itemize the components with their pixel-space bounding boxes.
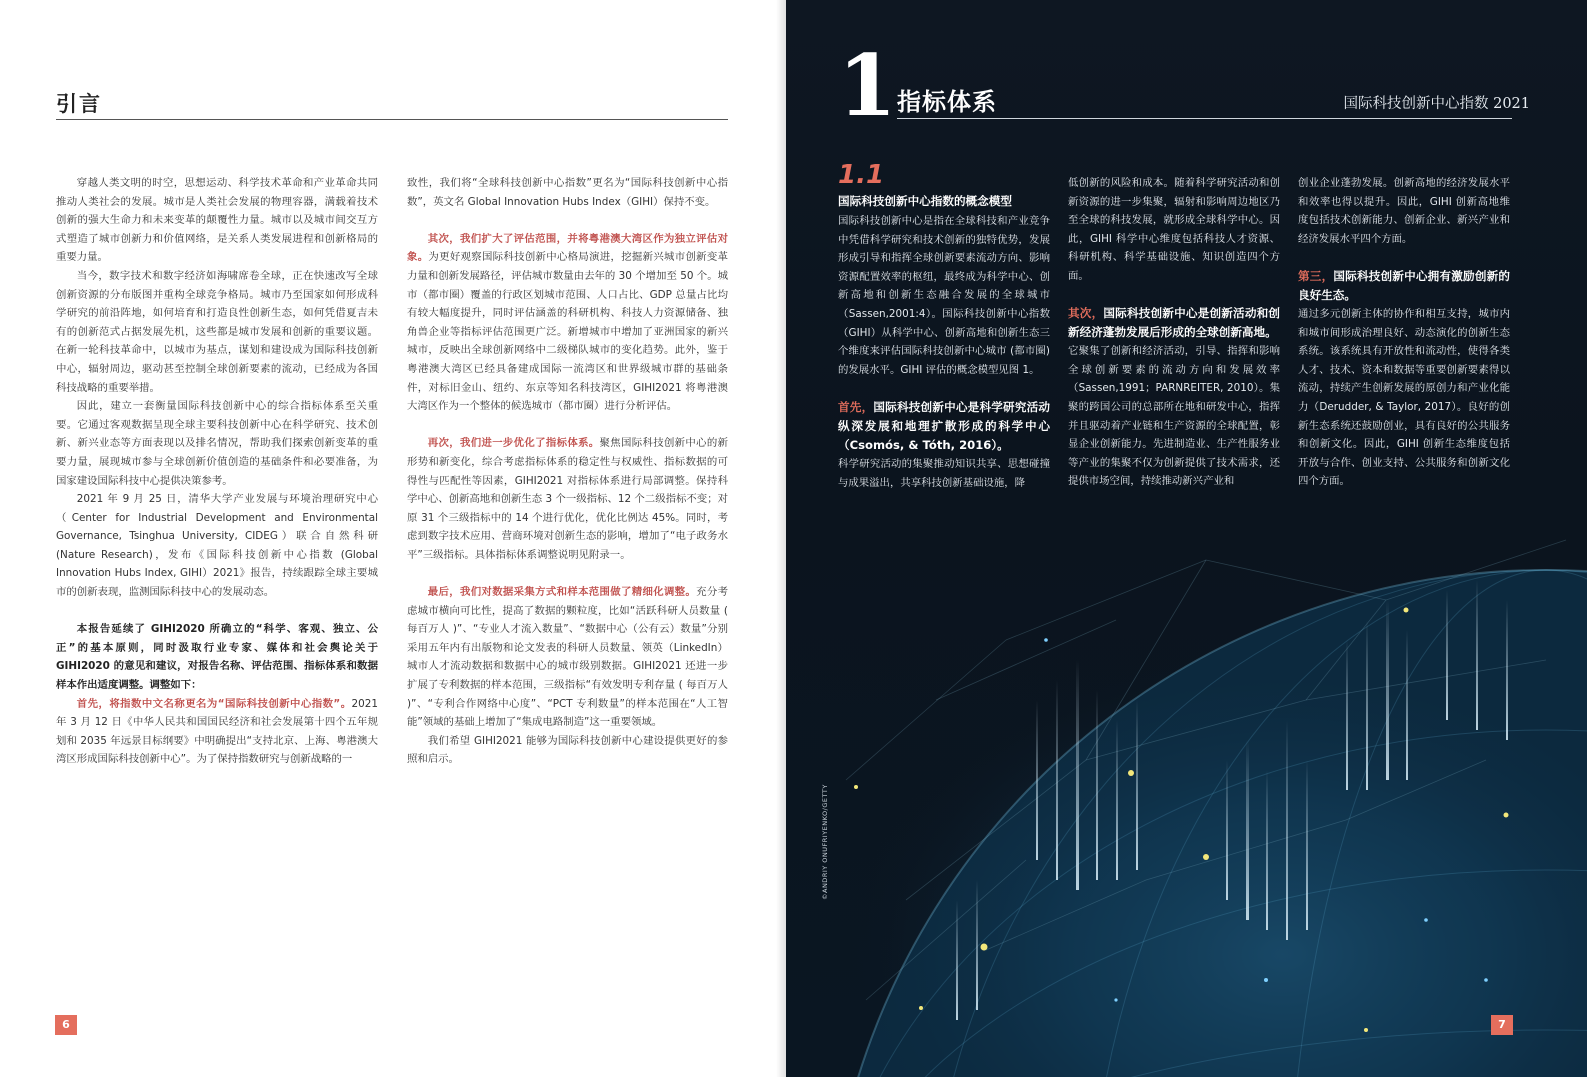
chapter-number: 1	[838, 36, 897, 135]
paragraph	[407, 583, 728, 732]
left-page	[0, 0, 793, 1077]
lead-text: 最后，我们对数据采集方式和样本范围做了精细化调整。	[427, 586, 697, 599]
header-divider	[897, 118, 1512, 119]
paragraph	[56, 695, 378, 769]
right-column-3	[1298, 174, 1510, 491]
paragraph: 2021 年 9 月 25 日，清华大学产业发展与环境治理研究中心（Center for Industrial Development and Environmental Governance, Tsinghua University, CIDEG）联合自然科研 (Nature Research)，发布《国际科技创新中心指数 (Global Innovation Hubs Index, GIHI）2021》报告，持续跟踪全球主要城市的创新表现，监测国际科技中心的发展动态。	[56, 493, 378, 599]
paragraph: 因此，建立一套衡量国际科技创新中心的综合指标体系至关重要。它通过客观数据呈现全球主要科技创新中心在科学研究、技术创新、新兴业态等方面表现以及排名情况，帮助我们探索创新变革的重要力量，展现城市参与全球创新价值创造的基础条件和必要准备，为国家建设国际科技中心提供决策参考。	[56, 400, 378, 487]
paragraph: 创业企业蓬勃发展。创新高地的经济发展水平和效率也得以提升。因此，GIHI 创新高地维度包括技术创新能力、创新企业、新兴产业和经济发展水平四个方面。	[1298, 177, 1510, 245]
right-column-1	[838, 192, 1050, 492]
body-text: 聚焦国际科技创新中心的新形势和新变化，综合考虑指标体系的稳定性与权威性、指标数据的可得性与匹配性等因素，GIHI2021 对指标体系进行局部调整。保持科学中心、创新高地和创新生态 3 个一级指标、12 个二级指标不变；对原 31 个三级指标中的 14 个进行优化，优化比例达 45%。同时，考虑到数字技术应用、营商环境对创新生态的影响，增加了“电子政务水平”三级指标。具体指标体系调整说明见附录一。	[407, 437, 729, 561]
lead-text: 再次，我们进一步优化了指标体系。	[427, 437, 600, 450]
section-number: 1.1	[838, 160, 885, 190]
chapter-title: 指标体系	[897, 88, 997, 116]
right-column-2	[1068, 174, 1280, 491]
page-number-right: 7	[1491, 1015, 1513, 1035]
paragraph: 通过多元创新主体的协作和相互支持，城市内和城市间形成治理良好、动态演化的创新生态系统。该系统具有开放性和流动性，使得各类人才、技术、资本和数据等重要创新要素得以流动，持续产生创新发展的原创力和产业化能力（Derudder, & Taylor, 2017）。良好的创新生态系统还鼓励创业，具有良好的公共服务和创新文化。因此，GIHI 创新生态维度包括开放与合作、创业支持、公共服务和创新文化四个方面。	[1298, 307, 1510, 488]
paragraph: 我们希望 GIHI2021 能够为国际科技创新中心建设提供更好的参照和启示。	[407, 734, 728, 766]
lead-text: 其次，我们扩大了评估范围，并将粤港澳大湾区作为独立评估对象。	[407, 232, 728, 264]
paragraph-heading	[1298, 267, 1510, 305]
paragraph-heading	[1068, 304, 1280, 342]
page-number-left: 6	[55, 1015, 77, 1035]
lead-text: 第三，	[1298, 268, 1334, 283]
paragraph-heading	[838, 398, 1050, 455]
globe-network-illustration	[786, 0, 1587, 1077]
bold-text: 国际科技创新中心是科学研究活动纵深发展和地理扩散形成的科学中心（Csomós, & Tóth, 2016）。	[838, 399, 1050, 452]
page-title: 引言	[56, 91, 102, 116]
lead-text: 首先，将指数中文名称更名为“国际科技创新中心指数”。	[76, 697, 352, 710]
section-title: 国际科技创新中心指数的概念模型	[838, 194, 1012, 208]
bold-text: 国际科技创新中心拥有激励创新的良好生态。	[1298, 268, 1510, 302]
left-column-1	[56, 174, 378, 769]
paragraph: 低创新的风险和成本。随着科学研究活动和创新资源的进一步集聚，辐射和影响周边地区乃至全球的科技发展，就形成全球科学中心。因此，GIHI 科学中心维度包括科技人才资源、科研机构、科学基础设施、知识创造四个方面。	[1068, 177, 1280, 282]
body-text: 2021 年 3 月 12 日《中华人民共和国国民经济和社会发展第十四个五年规划和 2035 年远景目标纲要》中明确提出“支持北京、上海、粤港澳大湾区形成国际科技创新中心”。为了保持指数研究与创新战略的一	[56, 697, 378, 766]
photo-credit: ©ANDRIY ONUFRIYENKO/GETTY	[821, 784, 829, 900]
left-column-2	[407, 174, 728, 769]
bold-text: 国际科技创新中心是创新活动和创新经济蓬勃发展后形成的全球创新高地。	[1068, 306, 1280, 340]
right-page	[786, 0, 1587, 1077]
body-text: 为更好观察国际科技创新中心格局演进，挖掘新兴城市创新变革力量和创新发展路径，评估城市数量由去年的 30 个增加至 50 个。城市（都市圈）覆盖的行政区划城市范围、人口占比、GDP 总量占比均有较大幅度提升，同时评估涵盖的科研机构、科技人力资源储备、独角兽企业等指标评估范围更广泛。新增城市中增加了亚洲国家的新兴城市，反映出全球创新网络中二级梯队城市的变化趋势。此外，鉴于粤港澳大湾区已经具备建成国际一流湾区和世界级城市群的基础条件，对标旧金山、纽约、东京等知名科技湾区，GIHI2021 将粤港澳大湾区作为一个整体的候选城市（都市圈）进行分析评估。	[407, 251, 728, 413]
paragraph: 国际科技创新中心是指在全球科技和产业竞争中凭借科学研究和技术创新的独特优势，发展形成引导和指挥全球创新要素流动方向、影响资源配置效率的枢纽，最终成为科学中心、创新高地和创新生态融合发展的全球城市（Sassen,2001:4）。国际科技创新中心指数（GIHI）从科学中心、创新高地和创新生态三个维度来评估国际科技创新中心城市 (都市圈) 的发展水平。GIHI 评估的概念模型见图 1。	[838, 215, 1050, 376]
paragraph: 它聚集了创新和经济活动，引导、指挥和影响全球创新要素的流动方向和发展效率（Sassen,1991；PARNREITER, 2010）。集聚的跨国公司的总部所在地和研发中心，指挥并且驱动着产业链和生产资源的全球配置，彰显企业创新能力。先进制造业、生产性服务业等产业的集聚不仅为创新提供了技术需求，还提供市场空间，持续推动新兴产业和	[1068, 345, 1280, 488]
paragraph: 本报告延续了 GIHI2020 所确立的“科学、客观、独立、公正”的基本原则，同时汲取行业专家、媒体和社会舆论关于 GIHI2020 的意见和建议，对报告名称、评估范围、指标体系和数据样本作出适度调整。调整如下：	[56, 623, 378, 692]
paragraph: 致性，我们将“全球科技创新中心指数”更名为“国际科技创新中心指数”，英文名 Global Innovation Hubs Index（GIHI）保持不变。	[407, 177, 728, 208]
paragraph	[407, 434, 728, 564]
paragraph: 当今，数字技术和数字经济如海啸席卷全球，正在快速改写全球创新资源的分布版图并重构全球竞争格局。城市乃至国家如何形成科学研究的前沿阵地，如何培育和打造良性创新生态，如何凭借夏吉未有的创新范式占据发展先机，这些都是城市发展和创新的重要议题。在新一轮科技革命中，以城市为基点，谋划和建设成为国际科技创新中心，辐射周边，驱动甚至控制全球创新要素的流动，已经成为各国科技战略的重要举措。	[56, 269, 378, 394]
report-title: 国际科技创新中心指数 2021	[1343, 96, 1530, 112]
lead-text: 其次，	[1068, 306, 1104, 321]
lead-text: 首先，	[838, 399, 874, 414]
paragraph: 科学研究活动的集聚推动知识共享、思想碰撞与成果溢出，共享科技创新基础设施，降	[838, 457, 1050, 489]
title-divider	[56, 119, 728, 120]
paragraph: 穿越人类文明的时空，思想运动、科学技术革命和产业革命共同推动人类社会的发展。城市是人类社会发展的物理容器，满载着技术创新的强大生命力和未来变革的颠覆性力量。城市以及城市间交互方式塑造了城市创新力和价值网络，是关系人类发展进程和创新格局的重要力量。	[56, 177, 378, 264]
body-text: 充分考虑城市横向可比性，提高了数据的颗粒度，比如“活跃科研人员数量 ( 每百万人 )”、“专业人才流入数量”、“数据中心（公有云）数量”分别采用五年内有出版物和论文发表的科研人员数量、领英（LinkedIn）城市人才流动数据和数据中心的城市级别数据。GIHI2021 还进一步扩展了专利数据的样本范围，三级指标“有效发明专利存量 ( 每百万人 )”、“专利合作网络中心度”、“PCT 专利数量”的样本范围在“人工智能”领域的基础上增加了“集成电路制造”这一重要领域。	[407, 586, 728, 729]
page-spine	[776, 0, 786, 1077]
paragraph	[407, 230, 728, 416]
